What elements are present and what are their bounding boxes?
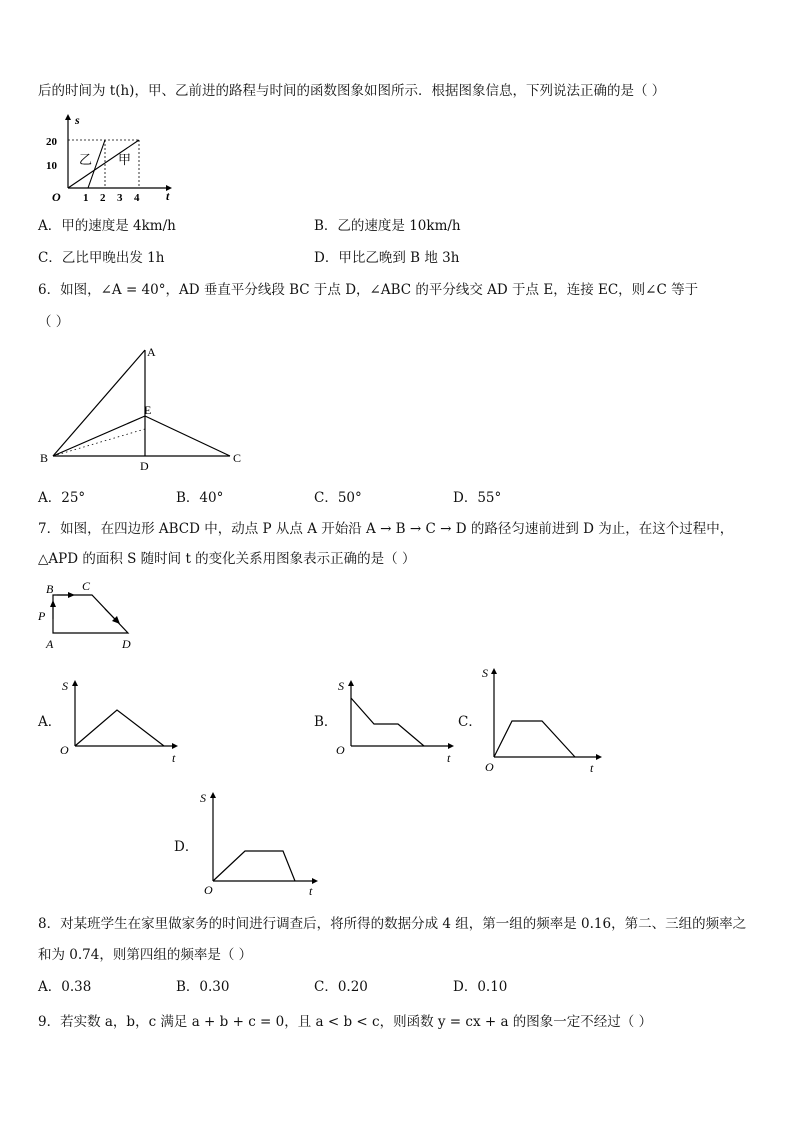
q5-y-tick-20: 20 <box>46 136 57 148</box>
q6-label-e: E <box>144 403 152 417</box>
q7-a-y-label: S <box>62 679 68 693</box>
q6-label-c: C <box>233 451 242 465</box>
q7-option-a-graph[interactable] <box>58 674 188 766</box>
q7-c-origin: O <box>485 760 494 774</box>
q8-option-a[interactable]: A．0.38 <box>38 979 92 995</box>
q8-stem-line1: 8．对某班学生在家里做家务的时间进行调查后，将所得的数据分成 4 组，第一组的频率是 0.16，第二、三组的频率之 <box>38 916 747 932</box>
q7-option-b-graph[interactable] <box>334 674 464 766</box>
q5-y-axis-label: s <box>75 113 80 127</box>
q9-stem: 9．若实数 a，b，c 满足 a + b + c = 0，且 a < b < c，则函数 y = cx + a 的图象一定不经过（ ） <box>38 1014 653 1030</box>
q5-option-d[interactable]: D．甲比乙晚到 B 地 3h <box>314 250 460 266</box>
q8-option-c[interactable]: C．0.20 <box>314 979 368 995</box>
q7-option-d-label[interactable]: D． <box>174 839 199 855</box>
q7-b-origin: O <box>336 743 345 757</box>
q5-label-yi: 乙 <box>79 152 93 167</box>
q7-option-c-graph[interactable] <box>478 660 608 778</box>
q8-option-b[interactable]: B．0.30 <box>176 979 230 995</box>
q7-c-x-label: t <box>590 761 594 775</box>
q7-stem-line2: △APD 的面积 S 随时间 t 的变化关系用图象表示正确的是（ ） <box>38 551 416 567</box>
q6-option-c[interactable]: C．50° <box>314 490 362 506</box>
q5-x-tick-1: 1 <box>83 192 89 204</box>
q6-stem-line1: 6．如图，∠A = 40°，AD 垂直平分线段 BC 于点 D，∠ABC 的平分线交 AD 于点 E，连接 EC，则∠C 等于 <box>38 282 699 298</box>
q7-d-y-label: S <box>200 791 206 805</box>
q5-label-jia: 甲 <box>118 152 132 167</box>
q5-option-b[interactable]: B．乙的速度是 10km/h <box>314 218 461 234</box>
q6-stem-line2: （ ） <box>38 314 70 330</box>
q7-option-b-label[interactable]: B． <box>314 714 338 730</box>
q5-option-c[interactable]: C．乙比甲晚出发 1h <box>38 250 165 266</box>
q7-option-a-label[interactable]: A． <box>38 714 62 730</box>
q6-option-b[interactable]: B．40° <box>176 490 224 506</box>
q7-c-y-label: S <box>482 666 488 680</box>
q7-option-c-label[interactable]: C． <box>458 714 482 730</box>
q7-label-b: B <box>46 582 54 596</box>
q6-label-b: B <box>40 451 49 465</box>
q5-stem: 后的时间为 t(h)，甲、乙前进的路程与时间的函数图象如图所示．根据图象信息，下列说法正确的是（ ） <box>38 83 666 99</box>
q6-label-a: A <box>147 345 156 359</box>
q8-stem-line2: 和为 0.74，则第四组的频率是（ ） <box>38 947 253 963</box>
q5-option-a[interactable]: A．甲的速度是 4km/h <box>38 218 176 234</box>
q7-b-x-label: t <box>447 751 451 765</box>
q7-d-x-label: t <box>309 884 313 898</box>
q7-d-origin: O <box>204 883 213 897</box>
q7-label-d: D <box>122 637 131 651</box>
q7-b-y-label: S <box>338 679 344 693</box>
q7-stem-line1: 7．如图，在四边形 ABCD 中，动点 P 从点 A 开始沿 A → B → C → D 的路径匀速前进到 D 为止，在这个过程中， <box>38 521 734 537</box>
q7-a-x-label: t <box>172 751 176 765</box>
q6-label-d: D <box>140 459 149 473</box>
q5-x-tick-4: 4 <box>134 192 140 204</box>
q5-distance-time-graph <box>38 112 178 204</box>
q7-label-p: P <box>38 609 46 623</box>
q7-quadrilateral-figure <box>36 577 146 653</box>
q5-x-tick-3: 3 <box>117 192 123 204</box>
q7-a-origin: O <box>60 743 69 757</box>
q7-label-a: A <box>46 637 54 651</box>
q7-option-d-graph[interactable] <box>198 784 328 900</box>
q6-triangle-figure <box>36 340 256 480</box>
q6-option-d[interactable]: D．55° <box>453 490 502 506</box>
q5-x-tick-2: 2 <box>100 192 106 204</box>
q5-origin-label: O <box>52 190 61 204</box>
q7-label-c: C <box>82 579 91 593</box>
q6-option-a[interactable]: A．25° <box>38 490 86 506</box>
q5-x-axis-label: t <box>166 189 170 203</box>
q5-y-tick-10: 10 <box>46 160 57 172</box>
q8-option-d[interactable]: D．0.10 <box>453 979 508 995</box>
